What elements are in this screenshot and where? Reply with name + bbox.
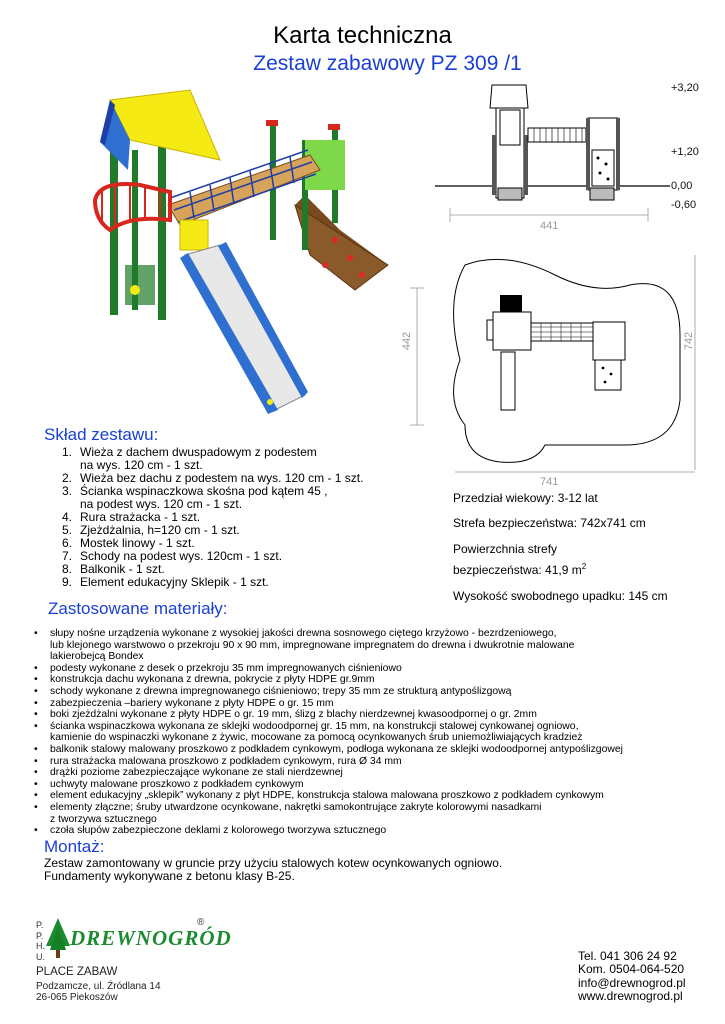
plan-height-dim: 442 xyxy=(401,331,414,351)
composition-heading: Skład zestawu: xyxy=(44,425,159,444)
composition-item xyxy=(62,576,402,589)
area-value: bezpieczeństwa: 41,9 $m^2$ xyxy=(453,562,587,577)
composition-item-number: 7. xyxy=(62,549,73,563)
pphu-letters: P. P. H. U. xyxy=(36,920,45,962)
composition-item-text: Zjeżdżalnia, h=120 cm - 1 szt. xyxy=(80,523,240,537)
plan-drawing xyxy=(405,240,705,495)
material-item xyxy=(31,767,721,779)
level-120: +1,20 xyxy=(671,146,699,158)
composition-item-text: Ścianka wspinaczkowa skośna pod kątem 45 , xyxy=(80,484,328,498)
playset-illustration xyxy=(70,80,405,420)
material-item xyxy=(31,790,721,802)
level-000: 0,00 xyxy=(671,180,693,192)
material-line: • balkonik stalowy malowany proszkowo z podkładem cynkowym, podłoga wykonana ze sklejki wodoodpornej antypoślizgowej xyxy=(50,743,623,755)
composition-item-number: 2. xyxy=(62,471,73,485)
material-line: lakierobejcą Bondex xyxy=(50,651,144,663)
material-line: kamienie do wspinaczki wykonane z żywic, mocowane za pomocą ocynkowanych śrub uniemożliwiających kradzież xyxy=(50,732,583,744)
material-item xyxy=(31,674,721,686)
material-item xyxy=(31,663,721,675)
assembly-heading: Montaż: xyxy=(44,837,105,856)
company-tagline: PLACE ZABAW xyxy=(36,966,118,978)
slide xyxy=(185,245,305,410)
material-line: • schody wykonane z drewna impregnowanego ciśnieniowo; trepy 35 mm ze strukturą antypoślizgową xyxy=(50,685,512,697)
company-address-1: Podzamcze, ul. Źródlana 14 xyxy=(36,981,161,992)
composition-item-continuation: na wys. 120 cm - 1 szt. xyxy=(80,458,203,472)
material-line: • elementy złączne; śruby utwardzone ocynkowane, nakrętki samokontrujące zakryte kolorowymi nasadkami xyxy=(50,801,542,813)
material-item xyxy=(31,756,721,768)
material-line: • element edukacyjny „sklepik” wykonany z płyt HDPE, konstrukcja stalowa malowana proszkowo z podkładem cynkowym xyxy=(50,790,604,802)
contact-mobile: Kom. 0504-064-520 xyxy=(578,962,685,977)
composition-item xyxy=(62,485,402,511)
safety-zone: Strefa bezpieczeństwa: 742x741 cm xyxy=(453,516,646,530)
contact-website[interactable]: www.drewnogrod.pl xyxy=(578,989,683,1004)
logo-text: DREWNOGRÓD xyxy=(70,926,232,950)
materials-list xyxy=(31,628,721,837)
composition-item-continuation: na podest wys. 120 cm - 1 szt. xyxy=(80,497,243,511)
composition-item-text: Balkonik - 1 szt. xyxy=(80,562,165,576)
material-item xyxy=(31,628,721,663)
material-line: • czoła słupów zabezpieczone deklami z kolorowego tworzywa sztucznego xyxy=(50,825,387,837)
material-line: • zabezpieczenia –bariery wykonane z płyty HDPE o gr. 15 mm xyxy=(50,697,334,709)
material-line: lub klejonego warstwowo o przekroju 90 x 90 mm, impregnowane impregnatem do drewna i dwukrotnie malowane xyxy=(50,639,575,651)
material-item xyxy=(31,825,721,837)
composition-item-number: 3. xyxy=(62,484,73,498)
materials-heading: Zastosowane materiały: xyxy=(48,599,228,618)
composition-item-number: 5. xyxy=(62,523,73,537)
area-label: Powierzchnia strefy xyxy=(453,542,558,556)
elevation-drawing xyxy=(430,80,670,240)
composition-item-text: Element edukacyjny Sklepik - 1 szt. xyxy=(80,575,269,589)
composition-item-text: Rura strażacka - 1 szt. xyxy=(80,510,201,524)
material-item xyxy=(31,698,721,710)
material-line: • rura strażacka malowana proszkowo z podkładem cynkowym, rura Ø 34 mm xyxy=(50,755,402,767)
contact-block xyxy=(578,950,686,1004)
fall-height: Wysokość swobodnego upadku: 145 cm xyxy=(453,589,668,603)
composition-item-text: Schody na podest wys. 120cm - 1 szt. xyxy=(80,549,283,563)
composition-item xyxy=(62,446,402,472)
composition-item-text: Mostek linowy - 1 szt. xyxy=(80,536,195,550)
contact-tel: Tel. 041 306 24 92 xyxy=(578,949,677,963)
registered-mark: ® xyxy=(197,917,205,928)
material-line: • konstrukcja dachu wykonana z drewna, pokrycie z płyty HDPE gr.9mm xyxy=(50,674,375,686)
material-line: • drążki poziome zabezpieczające wykonane ze stali nierdzewnej xyxy=(50,767,343,779)
material-line: z tworzywa sztucznego xyxy=(50,813,157,825)
assembly-line-1: Zestaw zamontowany w gruncie przy użyciu stalowych kotew ocynkowanych ogniowo. xyxy=(44,856,503,870)
zone-height-dim: 742 xyxy=(683,331,696,351)
composition-item-number: 4. xyxy=(62,510,73,524)
company-address-2: 26-065 Piekoszów xyxy=(36,992,118,1003)
level-320: +3,20 xyxy=(671,82,699,94)
composition-item-number: 8. xyxy=(62,562,73,576)
elevation-width-dim: 441 xyxy=(540,220,559,232)
composition-item-text: Wieża bez dachu z podestem na wys. 120 cm - 1 szt. xyxy=(80,471,364,485)
material-item xyxy=(31,709,721,721)
zone-width-dim: 741 xyxy=(540,476,559,488)
material-line: • uchwyty malowane proszkowo z podkładem cynkowym xyxy=(50,778,304,790)
assembly-line-2: Fundamenty wykonywane z betonu klasy B-25. xyxy=(44,869,295,883)
material-line: • podesty wykonane z desek o przekroju 35 mm impregnowanych ciśnieniowo xyxy=(50,662,402,674)
composition-item-number: 6. xyxy=(62,536,73,550)
material-item xyxy=(31,802,721,825)
material-item xyxy=(31,721,721,744)
product-subtitle: Zestaw zabawowy PZ 309 /1 xyxy=(253,52,522,75)
material-item xyxy=(31,686,721,698)
material-line: • słupy nośne urządzenia wykonane z wysokiej jakości drewna sosnowego ciętego krzyżowo - bezrdzeniowego, xyxy=(50,628,557,639)
composition-item-number: 9. xyxy=(62,575,73,589)
material-line: • boki zjeżdżalni wykonane z płyty HDPE o gr. 19 mm, ślizg z blachy nierdzewnej kwasoodpornej o gr. 2mm xyxy=(50,709,537,721)
age-range: Przedział wiekowy: 3-12 lat xyxy=(453,491,598,505)
page-title: Karta techniczna xyxy=(273,22,452,49)
material-line: • ścianka wspinaczkowa wykonana ze sklejki wodoodpornej gr. 15 mm, na konstrukcji stalowej cynkowanej ogniowo, xyxy=(50,720,579,732)
contact-email[interactable]: info@drewnogrod.pl xyxy=(578,975,686,990)
level-060: -0,60 xyxy=(671,199,697,211)
composition-item-number: 1. xyxy=(62,445,73,459)
composition-item-text: Wieża z dachem dwuspadowym z podestem xyxy=(80,445,317,459)
material-item xyxy=(31,779,721,791)
material-item xyxy=(31,744,721,756)
composition-list xyxy=(62,446,402,589)
